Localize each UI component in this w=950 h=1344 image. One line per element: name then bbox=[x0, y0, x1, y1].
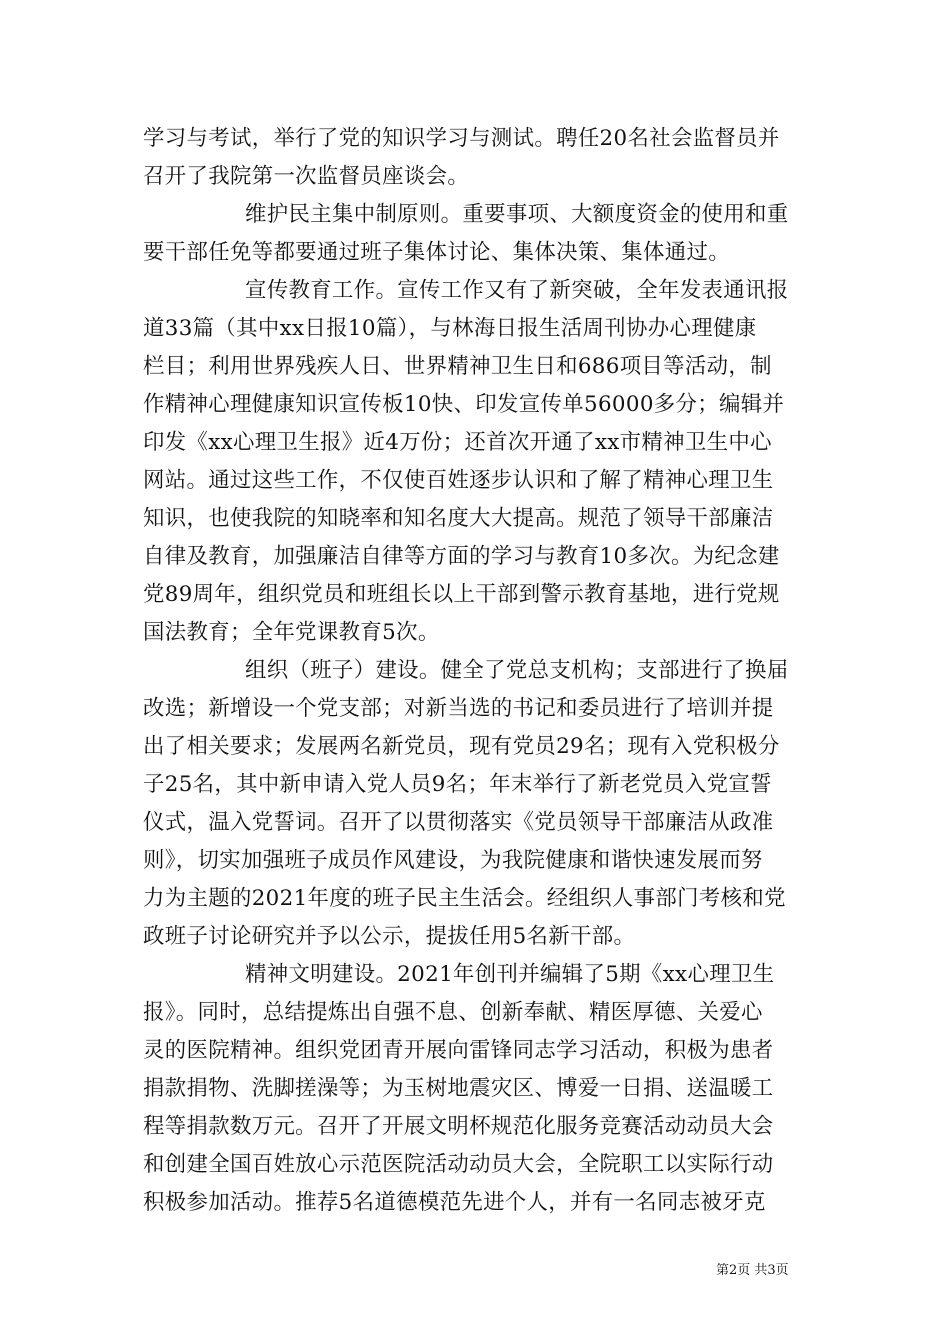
paragraph-first-line: 组织（班子）建设。健全了党总支机构；支部进行了换届 bbox=[245, 658, 789, 683]
text-line: 国法教育；全年党课教育5次。 bbox=[143, 620, 440, 645]
text-line: 子25名，其中新申请入党人员9名；年末举行了新老党员入党宣誓 bbox=[143, 772, 772, 797]
text-line: 仪式，温入党誓词。召开了以贯彻落实《党员领导干部廉洁从政准 bbox=[143, 810, 774, 835]
paragraph-first-line: 宣传教育工作。宣传工作又有了新突破，全年发表通讯报 bbox=[245, 278, 789, 303]
text-line: 要干部任免等都要通过班子集体讨论、集体决策、集体通过。 bbox=[143, 240, 730, 265]
text-line: 改选；新增设一个党支部；对新当选的书记和委员进行了培训并提 bbox=[143, 696, 774, 721]
text-line: 力为主题的2021年度的班子民主生活会。经组织人事部门考核和党 bbox=[143, 886, 786, 911]
text-line: 印发《xx心理卫生报》近4万份；还首次开通了xx市精神卫生中心 bbox=[143, 430, 772, 455]
text-line: 栏目；利用世界残疾人日、世界精神卫生日和686项目等活动，制 bbox=[143, 354, 772, 379]
paragraph-first-line: 精神文明建设。2021年创刊并编辑了5期《xx心理卫生 bbox=[245, 962, 775, 987]
text-line: 作精神心理健康知识宣传板10快、印发宣传单56000多分；编辑并 bbox=[143, 392, 785, 417]
text-line: 积极参加活动。推荐5名道德模范先进个人，并有一名同志被牙克 bbox=[143, 1190, 766, 1215]
text-line: 灵的医院精神。组织党团青开展向雷锋同志学习活动，积极为患者 bbox=[143, 1038, 774, 1063]
text-line: 报》。同时，总结提炼出自强不息、创新奉献、精医厚德、关爱心 bbox=[143, 1000, 763, 1025]
text-line: 道33篇（其中xx日报10篇），与林海日报生活周刊协办心理健康 bbox=[143, 316, 757, 341]
text-line: 自律及教育，加强廉洁自律等方面的学习与教育10多次。为纪念建 bbox=[143, 544, 780, 569]
text-line: 出了相关要求；发展两名新党员，现有党员29名；现有入党积极分 bbox=[143, 734, 780, 759]
page-number-footer: 第2页 共3页 bbox=[716, 1263, 789, 1278]
text-line: 和创建全国百姓放心示范医院活动动员大会，全院职工以实际行动 bbox=[143, 1152, 774, 1177]
text-line: 党89周年，组织党员和班组长以上干部到警示教育基地，进行党规 bbox=[143, 582, 780, 607]
text-line: 召开了我院第一次监督员座谈会。 bbox=[143, 164, 470, 189]
text-line: 知识，也使我院的知晓率和知名度大大提高。规范了领导干部廉洁 bbox=[143, 506, 774, 531]
paragraph-first-line: 维护民主集中制原则。重要事项、大额度资金的使用和重 bbox=[245, 202, 789, 227]
text-line: 网站。通过这些工作，不仅使百姓逐步认识和了解了精神心理卫生 bbox=[143, 468, 774, 493]
text-line: 捐款捐物、洗脚搓澡等；为玉树地震灾区、博爱一日捐、送温暖工 bbox=[143, 1076, 774, 1101]
text-line: 程等捐款数万元。召开了开展文明杯规范化服务竞赛活动动员大会 bbox=[143, 1114, 774, 1139]
text-line: 学习与考试，举行了党的知识学习与测试。聘任20名社会监督员并 bbox=[143, 126, 780, 151]
text-line: 则》，切实加强班子成员作风建设，为我院健康和谐快速发展而努 bbox=[143, 848, 763, 873]
text-line: 政班子讨论研究并予以公示，提拔任用5名新干部。 bbox=[143, 924, 636, 949]
